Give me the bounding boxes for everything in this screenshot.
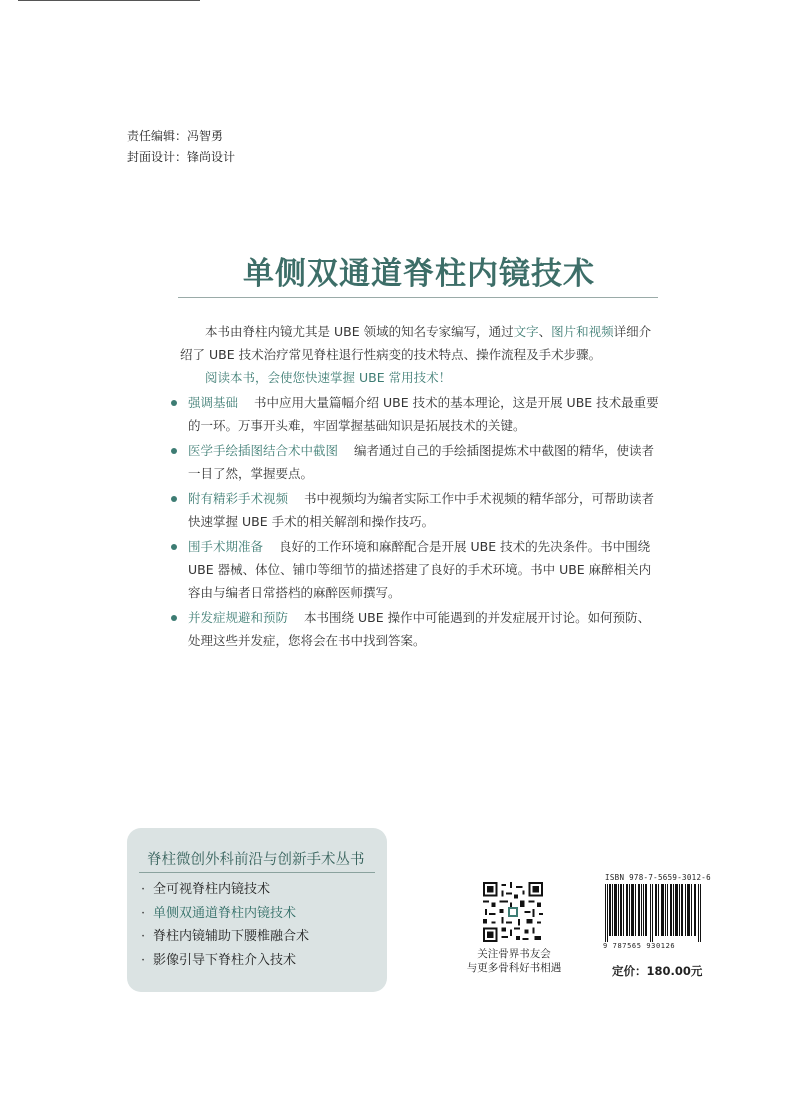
desc-separator: 、 bbox=[538, 324, 552, 339]
feature-title: 附有精彩手术视频 bbox=[188, 491, 289, 506]
feature-list bbox=[166, 391, 662, 654]
series-title: 脊柱微创外科前沿与创新手术丛书 bbox=[147, 852, 365, 868]
feature-item bbox=[166, 391, 662, 437]
credits bbox=[127, 126, 235, 168]
feature-text: 本书围绕 UBE 操作中可能遇到的并发症展开讨论。如何预防、处理这些并发症，您将会在书中找到答案。 bbox=[188, 610, 651, 648]
bullet-dot-icon bbox=[171, 496, 177, 502]
feature-text: 书中视频均为编者实际工作中手术视频的精华部分，可帮助读者快速掌握 UBE 手术的相关解剖和操作技巧。 bbox=[188, 491, 655, 529]
series-bullet: · bbox=[141, 905, 146, 921]
series-bullet: · bbox=[141, 929, 146, 944]
feature-text: 书中应用大量篇幅介绍 UBE 技术的基本理论，这是开展 UBE 技术最重要的一环。万事开头难，牢固掌握基础知识是拓展技术的关键。 bbox=[188, 395, 659, 433]
desc-highlight-text: 文字 bbox=[513, 324, 539, 339]
bullet-dot-icon bbox=[171, 448, 177, 454]
bullet-dot-icon bbox=[171, 400, 177, 406]
series-item-label: 单侧双通道脊柱内镜技术 bbox=[153, 905, 297, 921]
title-divider bbox=[178, 297, 658, 298]
series-item bbox=[141, 925, 309, 949]
feature-title: 医学手绘插图结合术中截图 bbox=[188, 443, 339, 458]
isbn-label: ISBN 978-7-5659-3012-6 bbox=[605, 873, 711, 882]
book-description bbox=[180, 320, 662, 366]
desc-part2: 详细介绍了 UBE 技术治疗常见脊柱退行性病变的技术特点、操作流程及手术步骤。 bbox=[180, 324, 652, 362]
top-rule bbox=[18, 0, 200, 1]
series-item-label: 影像引导下脊柱介入技术 bbox=[153, 952, 297, 968]
bullet-dot-icon bbox=[171, 544, 177, 550]
feature-title: 围手术期准备 bbox=[188, 539, 264, 554]
qr-caption-line2: 与更多骨科好书相遇 bbox=[466, 962, 562, 974]
price: 定价：180.00元 bbox=[612, 964, 703, 978]
series-item-label: 脊柱内镜辅助下腰椎融合术 bbox=[153, 929, 310, 944]
feature-item bbox=[166, 439, 662, 485]
qr-caption bbox=[460, 947, 568, 975]
feature-item bbox=[166, 606, 662, 652]
bullet-dot-icon bbox=[171, 615, 177, 621]
barcode-digits: 9 787565 930126 bbox=[603, 942, 676, 950]
series-divider bbox=[139, 872, 375, 873]
barcode-icon bbox=[603, 884, 703, 942]
qr-code-icon[interactable] bbox=[483, 882, 543, 942]
feature-text: 良好的工作环境和麻醉配合是开展 UBE 技术的先决条件。书中围绕 UBE 器械、体位、铺巾等细节的描述搭建了良好的手术环境。书中 UBE 麻醉相关内容由与编者日常搭档的麻醉医师撰写。 bbox=[188, 539, 652, 600]
feature-text: 编者通过自己的手绘插图提炼术中截图的精华，使读者一目了然，掌握要点。 bbox=[188, 443, 655, 481]
series-panel bbox=[127, 828, 387, 992]
editor-credit: 责任编辑：冯智勇 bbox=[127, 129, 224, 143]
series-item bbox=[141, 949, 309, 973]
series-bullet: · bbox=[141, 882, 146, 897]
cover-design-credit: 封面设计：锋尚设计 bbox=[127, 150, 236, 164]
desc-highlight-media: 图片和视频 bbox=[551, 324, 614, 339]
series-item bbox=[141, 878, 309, 902]
book-tagline: 阅读本书，会使您快速掌握 UBE 常用技术！ bbox=[205, 370, 452, 385]
series-list bbox=[141, 878, 309, 972]
series-bullet: · bbox=[141, 952, 146, 968]
book-title: 单侧双通道脊柱内镜技术 bbox=[243, 256, 595, 292]
qr-caption-line1: 关注骨界书友会 bbox=[477, 948, 551, 960]
series-item-label: 全可视脊柱内镜技术 bbox=[153, 882, 271, 897]
desc-part1: 本书由脊柱内镜尤其是 UBE 领域的知名专家编写，通过 bbox=[205, 324, 514, 339]
series-item-current bbox=[141, 902, 309, 926]
feature-title: 强调基础 bbox=[188, 395, 239, 410]
feature-title: 并发症规避和预防 bbox=[188, 610, 289, 625]
feature-item bbox=[166, 535, 662, 604]
feature-item bbox=[166, 487, 662, 533]
